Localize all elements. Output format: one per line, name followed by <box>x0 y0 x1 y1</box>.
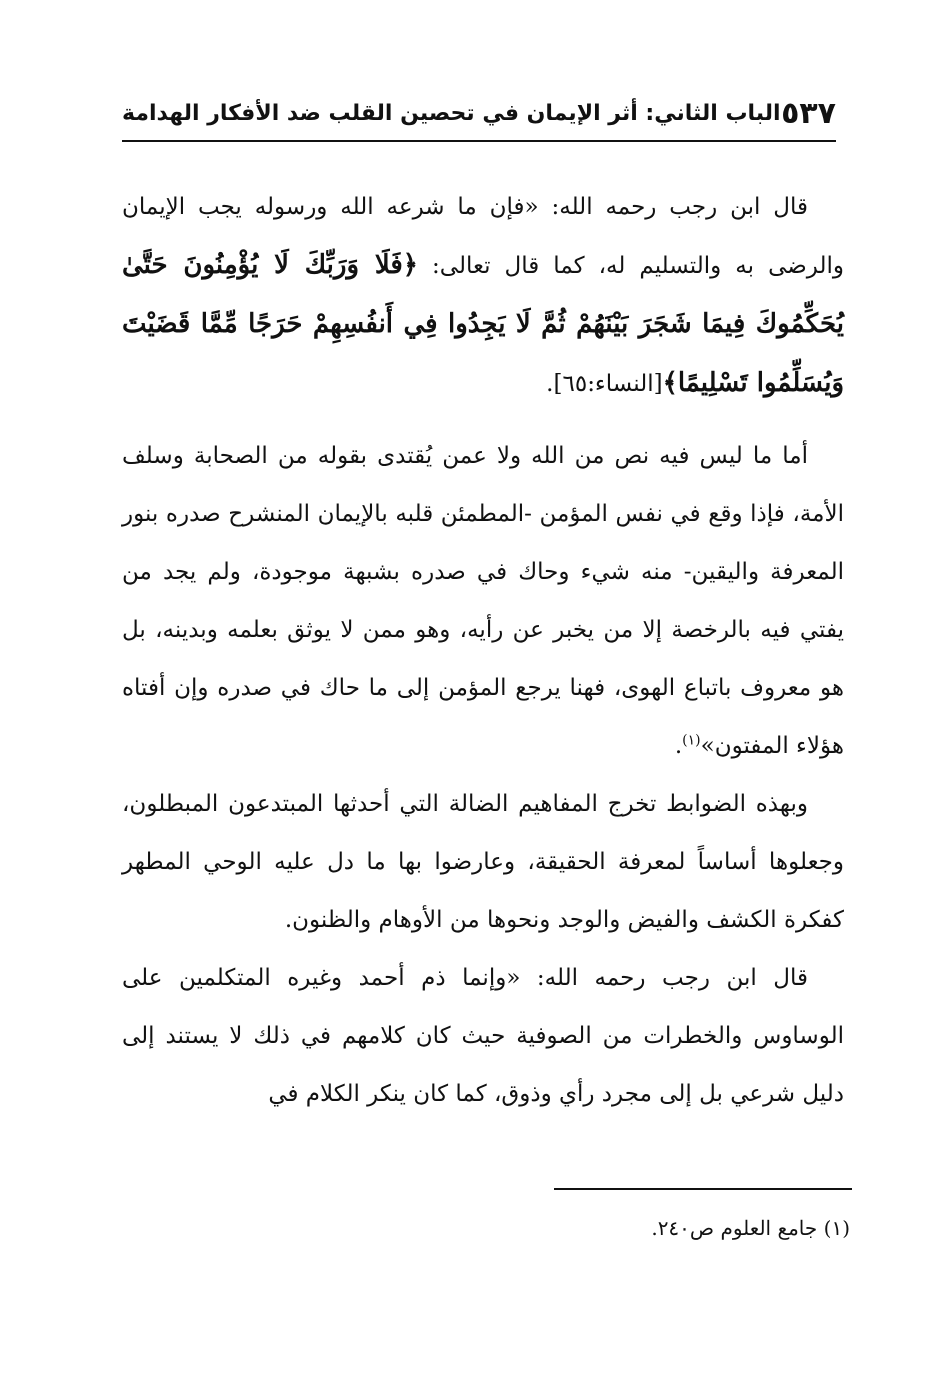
running-title: الباب الثاني: أثر الإيمان في تحصين القلب ضد الأفكار الهدامة <box>122 101 781 126</box>
paragraph-text: قال ابن رجب رحمه الله: «فإن ما شرعه الله ورسوله يجب الإيمان والرضى به والتسليم له، كما قال تعالى: <box>122 194 844 279</box>
paragraph-quote-ibn-rajab-2 <box>122 949 844 1123</box>
page-number: ٥٣٧ <box>781 96 836 131</box>
footnote-reference: (١) <box>682 732 701 749</box>
verse-citation: [النساء:٦٥]. <box>546 371 663 397</box>
paragraph-text: قال ابن رجب رحمه الله: «وإنما ذم أحمد وغيره المتكلمين على الوساوس والخطرات من الصوفية حيث كان كلامهم في ذلك لا يستند إلى دليل شرعي بل إلى مجرد رأي وذوق، كما كان ينكر الكلام في <box>122 965 844 1107</box>
footnote-divider <box>554 1188 852 1190</box>
paragraph-quote-ibn-rajab-1 <box>122 178 844 413</box>
paragraph-end: . <box>674 733 683 759</box>
paragraph-text: أما ما ليس فيه نص من الله ولا عمن يُقتدى بقوله من الصحابة وسلف الأمة، فإذا وقع في نفس المؤمن -المطمئن قلبه بالإيمان المنشرح صدره بنور المعرفة واليقين- منه شيء وحاك في صدره بشبهة موجودة، ولم يجد من يفتي فيه بالرخصة إلا من يخبر عن رأيه، وهو ممن لا يوثق بعلمه وبدينه، بل هو معروف باتباع الهوى، فهنا يرجع المؤمن إلى ما حاك في صدره وإن أفتاه هؤلاء المفتون» <box>122 443 844 759</box>
paragraph-controls <box>122 775 844 949</box>
quran-verse: ﴿فَلَا وَرَبِّكَ لَا يُؤْمِنُونَ حَتَّىٰ يُحَكِّمُوكَ فِيمَا شَجَرَ بَيْنَهُمْ ثُمَّ لَا يَجِدُوا فِي أَنفُسِهِمْ حَرَجًا مِّمَّا قَضَيْتَ وَيُسَلِّمُوا تَسْلِيمًا﴾ <box>122 250 844 398</box>
footnote: (١) جامع العلوم ص٢٤٠. <box>651 1216 850 1240</box>
paragraph-text: وبهذه الضوابط تخرج المفاهيم الضالة التي أحدثها المبتدعون المبطلون، وجعلوها أساساً لمعرفة الحقيقة، وعارضوا بها ما دل عليه الوحي المطهر كفكرة الكشف والفيض والوجد ونحوها من الأوهام والظنون. <box>122 791 844 933</box>
paragraph-no-text <box>122 427 844 775</box>
page-body <box>122 178 844 1123</box>
page-header <box>122 88 836 142</box>
